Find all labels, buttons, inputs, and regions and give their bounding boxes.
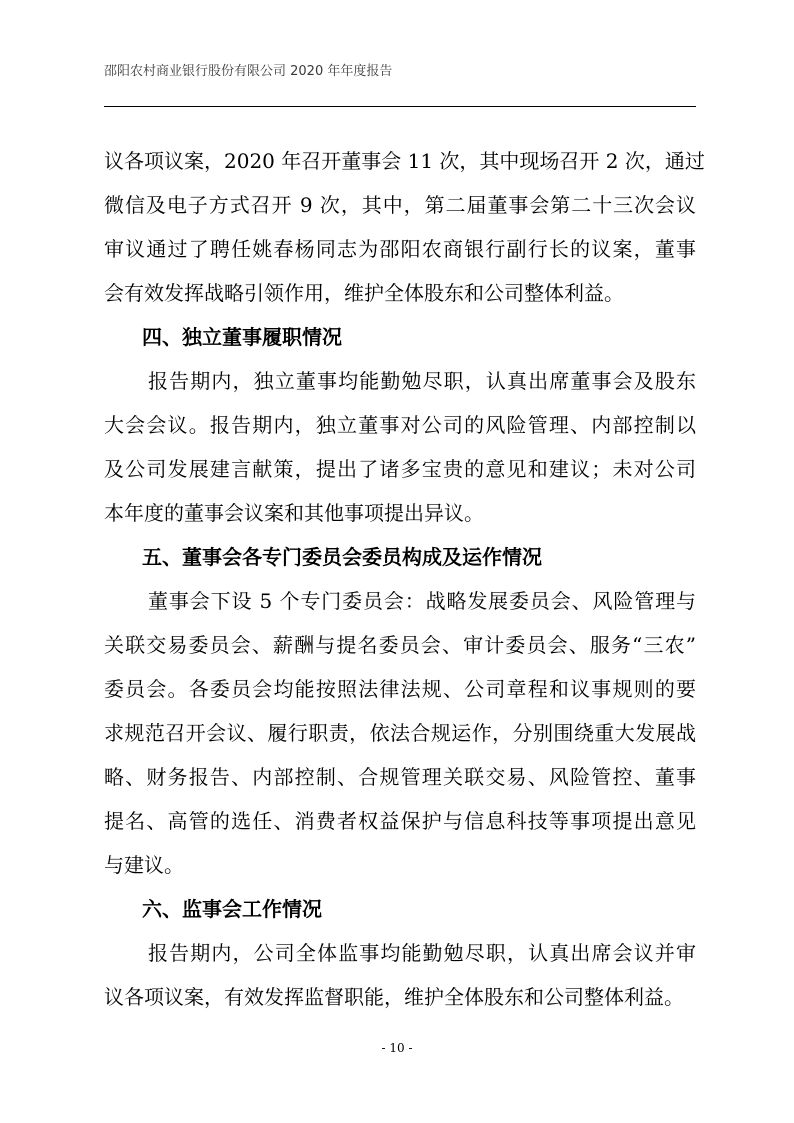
text-line: 议各项议案，有效发挥监督职能，维护全体股东和公司整体利益。 xyxy=(104,985,684,1009)
text-line: 微信及电子方式召开 9 次，其中，第二届董事会第二十三次会议 xyxy=(104,193,696,217)
text-line: 提名、高管的选任、消费者权益保护与信息科技等事项提出意见 xyxy=(104,809,696,833)
text-line: 议各项议案，2020 年召开董事会 11 次，其中现场召开 2 次，通过 xyxy=(104,149,705,173)
header-divider xyxy=(104,106,696,107)
text-line: 与建议。 xyxy=(104,853,184,877)
text-line: 及公司发展建言献策，提出了诸多宝贵的意见和建议；未对公司 xyxy=(104,457,696,481)
text-line: 委员会。各委员会均能按照法律法规、公司章程和议事规则的要 xyxy=(104,677,696,701)
page-number: - 10 - xyxy=(381,1041,413,1055)
document-body xyxy=(104,139,705,1019)
paragraph-board-meetings xyxy=(104,139,705,315)
text-line: 关联交易委员会、薪酬与提名委员会、审计委员会、服务“三农” xyxy=(104,633,696,657)
paragraph-supervisory-board xyxy=(104,931,696,1019)
text-line: 大会会议。报告期内，独立董事对公司的风险管理、内部控制以 xyxy=(104,413,696,437)
text-line: 本年度的董事会议案和其他事项提出异议。 xyxy=(104,501,484,525)
text-line: 报告期内，公司全体监事均能勤勉尽职，认真出席会议并审 xyxy=(148,941,696,965)
text-line: 审议通过了聘任姚春杨同志为邵阳农商银行副行长的议案，董事 xyxy=(104,237,696,261)
text-line: 报告期内，独立董事均能勤勉尽职，认真出席董事会及股东 xyxy=(148,369,696,393)
section-heading-committees: 五、董事会各专门委员会委员构成及运作情况 xyxy=(142,545,542,569)
text-line: 略、财务报告、内部控制、合规管理关联交易、风险管控、董事 xyxy=(104,765,696,789)
running-header-title: 邵阳农村商业银行股份有限公司 2020 年年度报告 xyxy=(104,64,393,79)
text-line: 求规范召开会议、履行职责，依法合规运作，分别围绕重大发展战 xyxy=(104,721,696,745)
paragraph-independent-directors xyxy=(104,359,696,535)
text-line: 董事会下设 5 个专门委员会：战略发展委员会、风险管理与 xyxy=(148,589,696,613)
section-heading-independent-directors: 四、独立董事履职情况 xyxy=(142,325,342,349)
section-heading-supervisory-board: 六、监事会工作情况 xyxy=(142,897,322,921)
text-line: 会有效发挥战略引领作用，维护全体股东和公司整体利益。 xyxy=(104,281,624,305)
paragraph-committees xyxy=(104,579,696,887)
